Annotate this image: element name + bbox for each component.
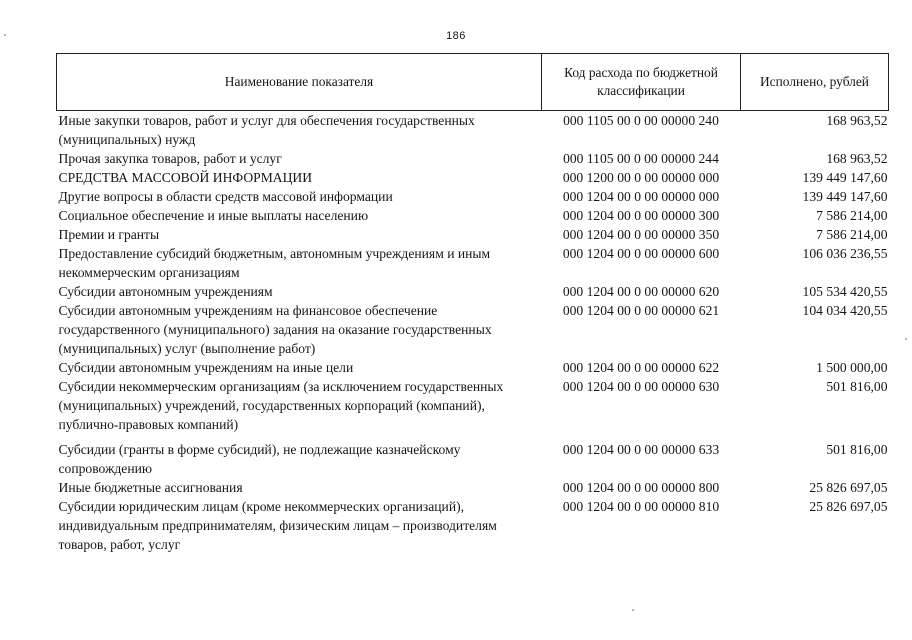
row-indicator-name: Субсидии некоммерческим организациям (за исключением государственных (муниципальных) учреждений, государственных корпораций (компаний), публично-правовых компаний) <box>58 379 504 432</box>
row-expense-code: 000 1204 00 0 00 00000 621 <box>562 303 720 318</box>
table-row <box>57 206 889 225</box>
row-expense-code: 000 1204 00 0 00 00000 810 <box>562 499 720 514</box>
page-number: 186 <box>446 30 466 42</box>
row-indicator-name: Субсидии юридическим лицам (кроме некоммерческих организаций), индивидуальным предпринимателям, физическим лицам – производителям товаров, работ, услуг <box>58 499 497 552</box>
table-row <box>57 301 889 358</box>
budget-execution-table <box>56 53 889 554</box>
row-indicator-name: Субсидии (гранты в форме субсидий), не подлежащие казначейскому сопровождению <box>58 442 461 476</box>
table-row <box>57 225 889 244</box>
row-indicator-name: Субсидии автономным учреждениям на финансовое обеспечение государственного (муниципального) задания на оказание государственных (муниципальных) услуг (выполнение работ) <box>58 303 492 356</box>
table-row <box>57 358 889 377</box>
table-row <box>57 244 889 282</box>
header-expense-code: Код расхода по бюджетной классификации <box>542 54 741 111</box>
scan-speck <box>4 34 6 36</box>
table-row <box>57 497 889 554</box>
row-indicator-name: Прочая закупка товаров, работ и услуг <box>58 151 282 166</box>
table-row <box>57 149 889 168</box>
table-row <box>57 434 889 478</box>
row-indicator-name: Иные закупки товаров, работ и услуг для обеспечения государственных (муниципальных) нужд <box>58 113 475 147</box>
row-executed-amount: 7 586 214,00 <box>816 227 888 242</box>
row-executed-amount: 104 034 420,55 <box>802 303 888 318</box>
row-executed-amount: 1 500 000,00 <box>816 360 888 375</box>
row-executed-amount: 25 826 697,05 <box>809 499 888 514</box>
row-executed-amount: 139 449 147,60 <box>802 170 888 185</box>
row-expense-code: 000 1204 00 0 00 00000 000 <box>562 189 720 204</box>
scan-speck <box>905 338 907 340</box>
row-expense-code: 000 1204 00 0 00 00000 633 <box>562 442 720 457</box>
row-executed-amount: 105 534 420,55 <box>802 284 888 299</box>
row-executed-amount: 501 816,00 <box>826 442 888 457</box>
row-executed-amount: 25 826 697,05 <box>809 480 888 495</box>
row-indicator-name: Другие вопросы в области средств массовой информации <box>58 189 393 204</box>
row-indicator-name: СРЕДСТВА МАССОВОЙ ИНФОРМАЦИИ <box>58 170 313 185</box>
row-expense-code: 000 1204 00 0 00 00000 620 <box>562 284 720 299</box>
row-expense-code: 000 1105 00 0 00 00000 244 <box>563 151 719 166</box>
row-expense-code: 000 1204 00 0 00 00000 600 <box>562 246 720 261</box>
row-expense-code: 000 1204 00 0 00 00000 800 <box>562 480 720 495</box>
row-executed-amount: 7 586 214,00 <box>816 208 888 223</box>
row-executed-amount: 139 449 147,60 <box>802 189 888 204</box>
row-executed-amount: 106 036 236,55 <box>802 246 888 261</box>
row-executed-amount: 168 963,52 <box>826 113 888 128</box>
row-expense-code: 000 1200 00 0 00 00000 000 <box>562 170 720 185</box>
row-indicator-name: Социальное обеспечение и иные выплаты населению <box>58 208 369 223</box>
row-expense-code: 000 1204 00 0 00 00000 350 <box>562 227 720 242</box>
scan-speck <box>632 609 634 611</box>
row-expense-code: 000 1105 00 0 00 00000 240 <box>563 113 719 128</box>
table-row <box>57 478 889 497</box>
table-header <box>57 54 889 111</box>
header-executed-amount: Исполнено, рублей <box>741 54 889 111</box>
table-body <box>57 111 889 555</box>
row-executed-amount: 501 816,00 <box>826 379 888 394</box>
table-row <box>57 282 889 301</box>
table-row <box>57 377 889 434</box>
table-row <box>57 187 889 206</box>
row-indicator-name: Иные бюджетные ассигнования <box>58 480 243 495</box>
row-expense-code: 000 1204 00 0 00 00000 300 <box>562 208 720 223</box>
header-indicator-name: Наименование показателя <box>57 54 542 111</box>
row-indicator-name: Субсидии автономным учреждениям <box>58 284 273 299</box>
row-indicator-name: Субсидии автономным учреждениям на иные цели <box>58 360 354 375</box>
row-indicator-name: Предоставление субсидий бюджетным, автономным учреждениям и иным некоммерческим организациям <box>58 246 491 280</box>
table-row <box>57 111 889 150</box>
table-row <box>57 168 889 187</box>
row-expense-code: 000 1204 00 0 00 00000 622 <box>562 360 720 375</box>
row-executed-amount: 168 963,52 <box>826 151 888 166</box>
row-expense-code: 000 1204 00 0 00 00000 630 <box>562 379 720 394</box>
row-indicator-name: Премии и гранты <box>58 227 160 242</box>
